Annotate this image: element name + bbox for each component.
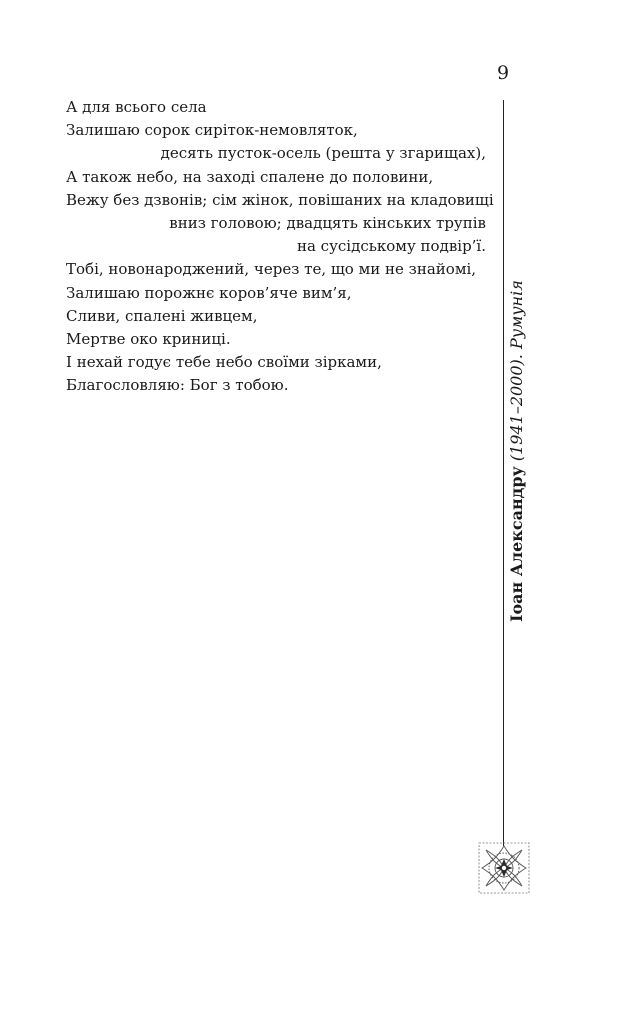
poem-line: І нехай годує тебе небо своїми зірками, — [66, 353, 382, 372]
vertical-divider — [503, 100, 504, 846]
poem-text — [66, 96, 494, 398]
floral-ornament-icon — [478, 842, 530, 894]
poem-line: Залишаю сорок сиріток-немовляток, — [66, 121, 358, 140]
poem-line: вниз головою; двадцять кінських трупів — [169, 214, 486, 233]
poem-line: Тобі, новонароджений, через те, що ми не знайомі, — [66, 260, 477, 279]
poem-line: Благословляю: Бог з тобою. — [66, 376, 289, 395]
author-name: Іоан Александру — [507, 466, 526, 622]
poem-line: А для всього села — [66, 98, 207, 116]
poem-line: Сливи, спалені живцем, — [66, 306, 258, 325]
poem-line: Залишаю порожнє коров’яче вим’я, — [66, 283, 352, 302]
poem-line: А також небо, на заході спалене до половини, — [66, 167, 434, 186]
author-caption — [505, 280, 529, 622]
page-number: 9 — [496, 62, 510, 84]
author-dates-country: (1941–2000). Румунія — [507, 280, 526, 462]
poem-line: Вежу без дзвонів; сім жінок, повішаних на кладовищі — [66, 190, 494, 209]
poem-line: на сусідському подвір’ї. — [296, 237, 486, 256]
poem-line: десять пусток-осель (решта у згарищах), — [160, 144, 486, 163]
poem-line: Мертве око криниці. — [66, 330, 231, 349]
